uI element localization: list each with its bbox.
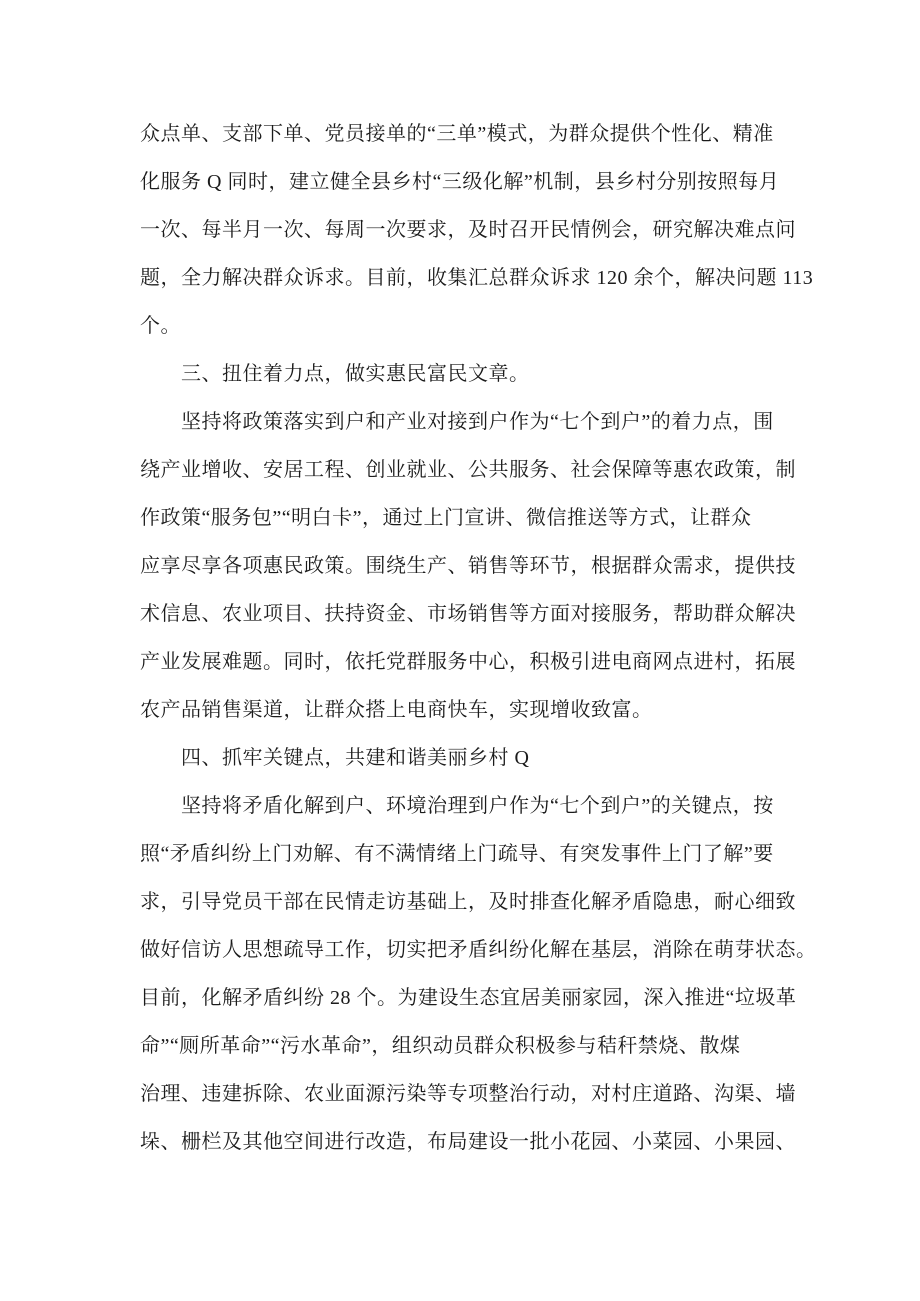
body-line: 作政策“服务包”“明白卡”，通过上门宣讲、微信推送等方式，让群众 — [140, 507, 752, 529]
body-line: 目前，化解矛盾纠纷 28 个。为建设生态宜居美丽家园，深入推进“垃圾革 — [140, 987, 797, 1009]
body-line: 坚持将矛盾化解到户、环境治理到户作为“七个到户”的关键点，按 — [181, 795, 774, 817]
body-line: 绕产业增收、安居工程、创业就业、公共服务、社会保障等惠农政策，制 — [140, 459, 796, 481]
body-line: 众点单、支部下单、党员接单的“三单”模式，为群众提供个性化、精准 — [140, 123, 774, 145]
body-line: 应享尽享各项惠民政策。围绕生产、销售等环节，根据群众需求，提供技 — [140, 555, 796, 577]
text-block — [140, 110, 817, 1166]
body-line: 题，全力解决群众诉求。目前，收集汇总群众诉求 120 余个，解决问题 113 — [140, 267, 814, 289]
body-line: 术信息、农业项目、扶持资金、市场销售等方面对接服务，帮助群众解决 — [140, 603, 796, 625]
heading-line: 四、抓牢关键点，共建和谐美丽乡村 Q — [181, 747, 530, 769]
body-line: 坚持将政策落实到户和产业对接到户作为“七个到户”的着力点，围 — [181, 411, 774, 433]
body-line: 照“矛盾纠纷上门劝解、有不满情绪上门疏导、有突发事件上门了解”要 — [140, 843, 774, 865]
heading-line: 三、扭住着力点，做实惠民富民文章。 — [181, 363, 530, 385]
body-line: 产业发展难题。同时，依托党群服务中心，积极引进电商网点进村，拓展 — [140, 651, 796, 673]
body-line: 农产品销售渠道，让群众搭上电商快车，实现增收致富。 — [140, 699, 653, 721]
body-line: 一次、每半月一次、每周一次要求，及时召开民情例会，研究解决难点问 — [140, 219, 796, 241]
body-line: 命”“厕所革命”“污水革命”，组织动员群众积极参与秸秆禁烧、散煤 — [140, 1035, 741, 1057]
body-line: 做好信访人思想疏导工作，切实把矛盾纠纷化解在基层，消除在萌芽状态。 — [140, 939, 817, 961]
body-line: 垛、栅栏及其他空间进行改造，布局建设一批小花园、小菜园、小果园、 — [140, 1131, 796, 1153]
body-line: 治理、违建拆除、农业面源污染等专项整治行动，对村庄道路、沟渠、墙 — [140, 1083, 796, 1105]
body-line: 求，引导党员干部在民情走访基础上，及时排查化解矛盾隐患，耐心细致 — [140, 891, 796, 913]
body-line: 化服务 Q 同时，建立健全县乡村“三级化解”机制，县乡村分别按照每月 — [140, 171, 780, 193]
body-line: 个。 — [140, 315, 181, 337]
